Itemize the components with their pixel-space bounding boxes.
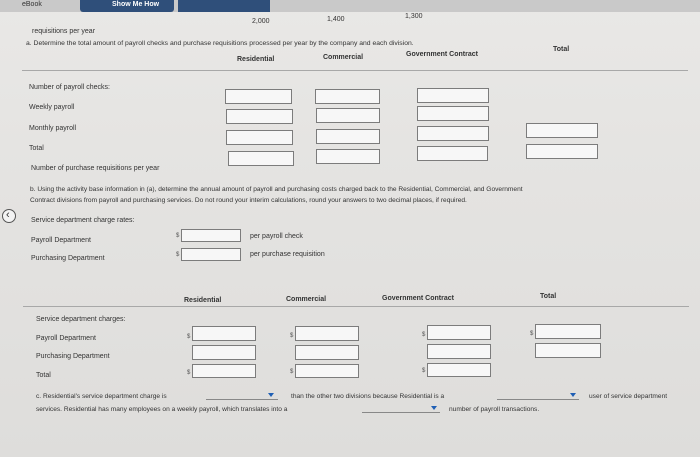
total-charge-residential-input[interactable] <box>192 364 256 378</box>
part-c-text-4: services. Residential has many employees on a weekly payroll, which translates into a <box>36 406 288 413</box>
part-b-instruction-2: Contract divisions from payroll and purchasing services. Do not round your interim calculations, round your answers to two decimal places, if required. <box>30 197 467 204</box>
requisitions-government-input[interactable] <box>417 146 488 161</box>
requisitions-government: 1,300 <box>405 13 423 20</box>
rate-purchasing-label: Purchasing Department <box>31 255 105 262</box>
show-me-how-label: Show Me How <box>112 1 160 8</box>
charge-payroll-label: Payroll Department <box>36 335 96 342</box>
row-purchase-requisitions: Number of purchase requisitions per year <box>31 165 160 172</box>
total-total-input[interactable] <box>526 123 598 138</box>
top-toolbar <box>0 0 700 12</box>
part-a-instruction: a. Determine the total amount of payroll checks and purchase requisitions processed per year by the company and each division. <box>26 40 414 47</box>
divider <box>23 306 689 307</box>
requisitions-residential-input[interactable] <box>228 151 294 166</box>
header-residential-b: Residential <box>184 297 222 304</box>
total-residential-input[interactable] <box>226 130 293 145</box>
total-government-input[interactable] <box>417 126 489 141</box>
requisitions-residential: 2,000 <box>252 18 270 25</box>
row-monthly-payroll: Monthly payroll <box>29 125 77 132</box>
payroll-commercial-input[interactable] <box>295 326 359 341</box>
part-c-text-2: than the other two divisions because Residential is a <box>291 393 445 400</box>
rate-payroll-label: Payroll Department <box>31 237 91 244</box>
chevron-down-icon[interactable] <box>268 393 274 397</box>
charges-label: Service department charges: <box>36 316 126 323</box>
part-c-text-1: c. Residential's service department charge is <box>36 393 167 400</box>
previous-arrow-icon[interactable]: ‹ <box>2 209 16 223</box>
requisitions-total-input[interactable] <box>526 144 598 159</box>
header-total-b: Total <box>540 293 557 300</box>
usage-dropdown[interactable] <box>497 399 579 400</box>
monthly-government-input[interactable] <box>417 106 489 121</box>
total-charge-commercial-input[interactable] <box>295 364 359 378</box>
row-total: Total <box>29 145 44 152</box>
purchasing-government-input[interactable] <box>427 344 491 359</box>
monthly-commercial-input[interactable] <box>316 108 380 123</box>
weekly-residential-input[interactable] <box>225 89 292 104</box>
payroll-residential-input[interactable] <box>192 326 256 341</box>
monthly-residential-input[interactable] <box>226 109 293 124</box>
purchasing-rate-unit: per purchase requisition <box>250 251 325 258</box>
purchasing-rate-input[interactable] <box>181 248 241 261</box>
transactions-dropdown[interactable] <box>362 412 440 413</box>
payroll-rate-input[interactable] <box>181 229 241 242</box>
part-c-text-3: user of service department <box>589 393 668 400</box>
chevron-down-icon[interactable] <box>431 406 437 410</box>
weekly-commercial-input[interactable] <box>315 89 380 104</box>
charge-total-label: Total <box>36 372 51 379</box>
header-total-a: Total <box>553 46 570 53</box>
requisitions-commercial-input[interactable] <box>316 149 380 164</box>
show-me-how-button[interactable] <box>80 0 174 12</box>
header-government-b: Government Contract <box>382 295 454 302</box>
weekly-government-input[interactable] <box>417 88 489 103</box>
chevron-down-icon[interactable] <box>570 393 576 397</box>
purchasing-commercial-input[interactable] <box>295 345 359 360</box>
payroll-total-input[interactable] <box>535 324 601 339</box>
payroll-government-input[interactable] <box>427 325 491 340</box>
purchasing-residential-input[interactable] <box>192 345 256 360</box>
header-residential-a: Residential <box>237 56 275 63</box>
ebook-link[interactable]: eBook <box>22 1 42 8</box>
header-government-a: Government Contract <box>406 51 478 58</box>
calculator-button[interactable] <box>178 0 270 12</box>
payroll-rate-unit: per payroll check <box>250 233 303 240</box>
total-charge-government-input[interactable] <box>427 363 491 377</box>
header-commercial-b: Commercial <box>286 296 327 303</box>
requisitions-commercial: 1,400 <box>327 16 345 23</box>
divider <box>22 70 688 71</box>
page: eBook Show Me How requisitions per year 2,000 1,400 1,300 a. Determine the total amount of payroll checks and purchase requisitions processed per year by the company and each division. Residential Commercial Government Contract Total Number of payroll checks: Weekly payroll Monthly payroll Total Number of purchase requisitions per year b. Using the activity base information in (a), determine the annual amount of payroll and purchasing costs charged back to the Residential, Commercial, and Government Contract divisions from payroll and purchasing services. Do not round your interim calculations, round your answers to two decimal places, if required. ‹ Service department charge rates: Payroll Department Purchasing Department $ $ per payroll check per purchase requisition Residential Commercial Government Contract Total Service department charges: Payroll Department Purchasing Department Total $ $ $ $ $ $ $ c. Residential's service department charge is than the other two divisions because Residential is a user of service department services. Residential has many employees on a weekly payroll, which translates into a number of payroll transactions. <box>0 0 700 457</box>
charge-purchasing-label: Purchasing Department <box>36 353 110 360</box>
comparison-dropdown[interactable] <box>206 399 278 400</box>
header-commercial-a: Commercial <box>323 54 364 61</box>
row-weekly-payroll: Weekly payroll <box>29 104 75 111</box>
purchasing-total-input[interactable] <box>535 343 601 358</box>
requisitions-label: requisitions per year <box>32 28 96 35</box>
row-payroll-checks: Number of payroll checks: <box>29 84 110 91</box>
total-commercial-input[interactable] <box>316 129 380 144</box>
part-c-text-5: number of payroll transactions. <box>449 406 540 413</box>
rates-label: Service department charge rates: <box>31 217 135 224</box>
part-b-instruction-1: b. Using the activity base information in (a), determine the annual amount of payroll and purchasing costs charged back to the Residential, Commercial, and Government <box>30 186 523 193</box>
